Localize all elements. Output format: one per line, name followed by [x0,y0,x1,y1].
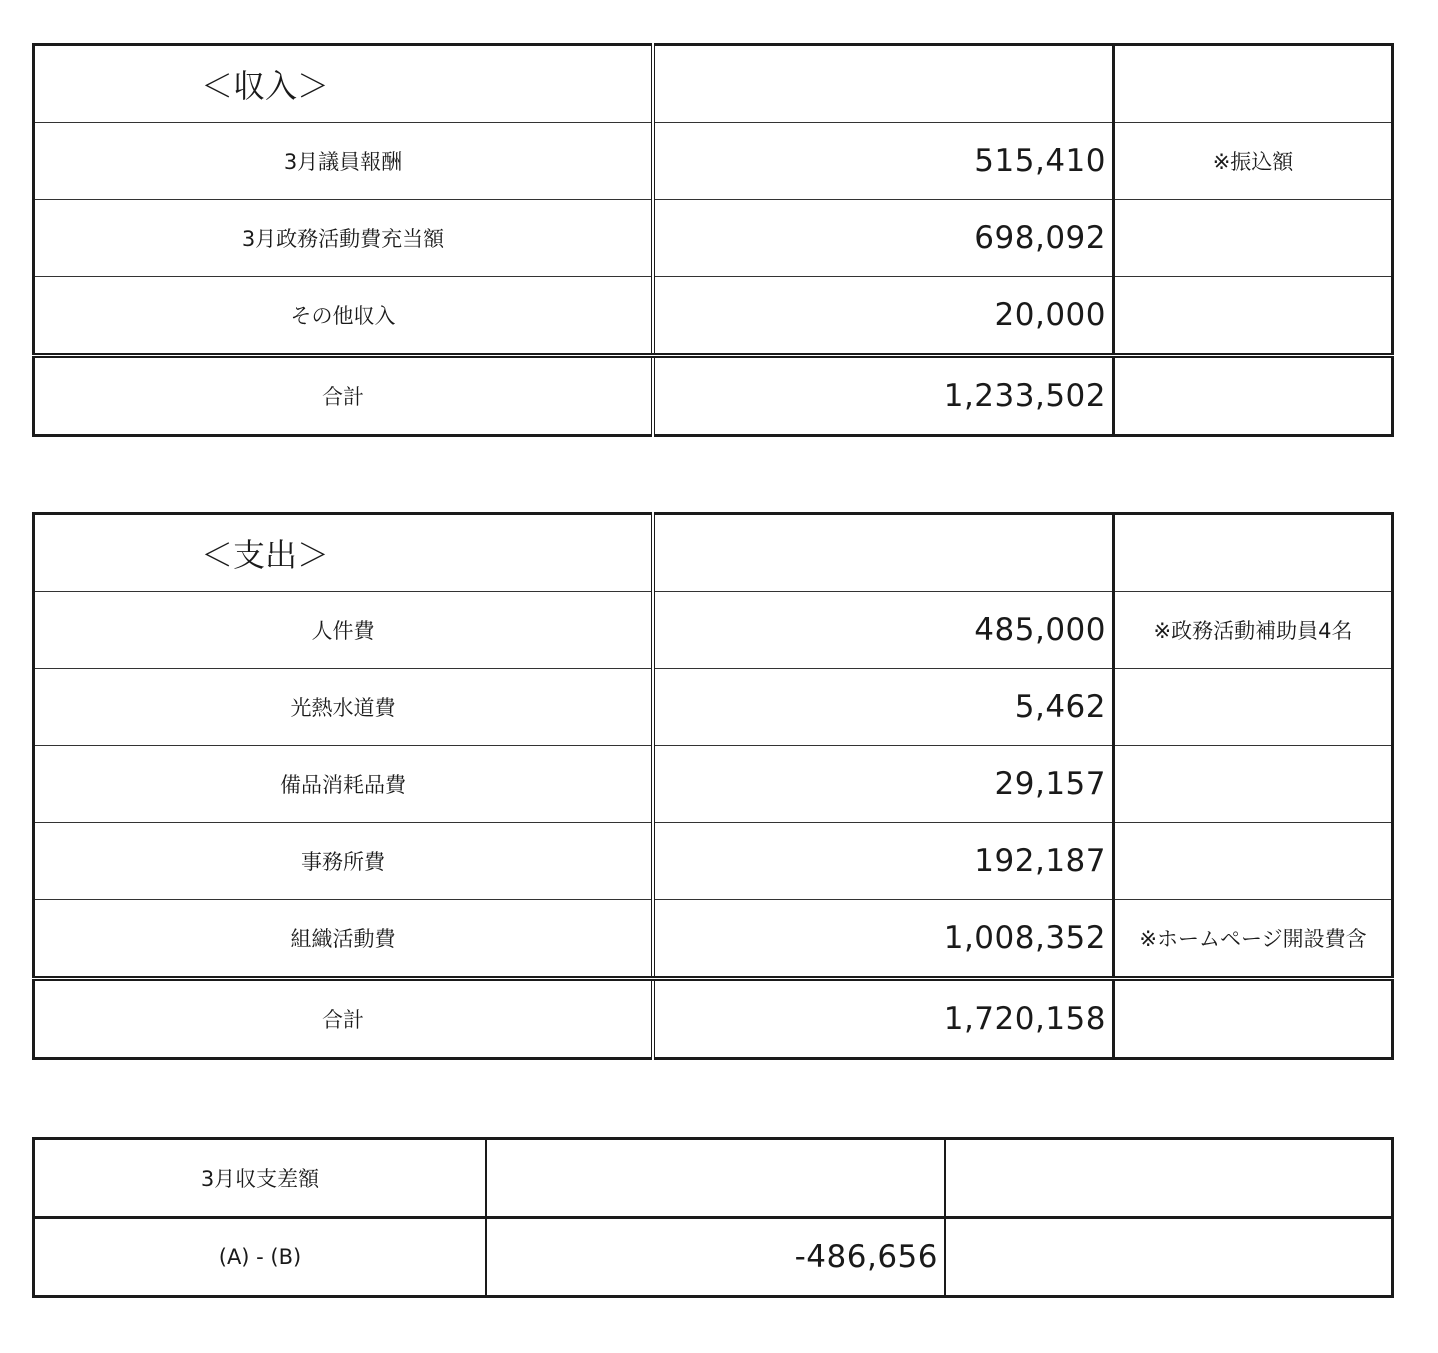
income-label: 3月政務活動費充当額 [34,200,654,277]
expense-note [1114,823,1393,900]
expense-note: ※ホームページ開設費含 [1114,900,1393,979]
balance-amount: -486,656 [486,1218,945,1297]
balance-table [32,1137,1394,1298]
expense-heading: ＜支出＞ [34,514,654,592]
expense-total-row [34,979,1393,1059]
balance-value-row [34,1218,1393,1297]
balance-note [945,1218,1393,1297]
income-header-note [1114,45,1393,123]
income-amount: 698,092 [653,200,1114,277]
expense-label: 光熱水道費 [34,669,654,746]
income-total-row [34,356,1393,436]
expense-amount: 1,008,352 [653,900,1114,979]
balance-formula: (A) - (B) [34,1218,487,1297]
income-table [32,43,1394,437]
income-total-amount: 1,233,502 [653,356,1114,436]
balance-label-row [34,1139,1393,1218]
expense-label: 組織活動費 [34,900,654,979]
expense-note [1114,746,1393,823]
expense-total-note [1114,979,1393,1059]
expense-row [34,823,1393,900]
income-row [34,277,1393,356]
expense-note [1114,669,1393,746]
income-label: その他収入 [34,277,654,356]
expense-amount: 192,187 [653,823,1114,900]
expense-label: 事務所費 [34,823,654,900]
expense-label: 人件費 [34,592,654,669]
expense-header-amount [653,514,1114,592]
income-note [1114,200,1393,277]
expense-row [34,746,1393,823]
expense-amount: 485,000 [653,592,1114,669]
expense-total-label: 合計 [34,979,654,1059]
income-total-note [1114,356,1393,436]
income-row [34,200,1393,277]
expense-note: ※政務活動補助員4名 [1114,592,1393,669]
expense-header-row [34,514,1393,592]
income-header-amount [653,45,1114,123]
balance-label: 3月収支差額 [34,1139,487,1218]
income-total-label: 合計 [34,356,654,436]
income-header-row [34,45,1393,123]
income-heading: ＜収入＞ [34,45,654,123]
income-note [1114,277,1393,356]
income-note: ※振込額 [1114,123,1393,200]
income-amount: 20,000 [653,277,1114,356]
expense-amount: 5,462 [653,669,1114,746]
expense-row [34,669,1393,746]
balance-empty-amount [486,1139,945,1218]
expense-label: 備品消耗品費 [34,746,654,823]
expense-row [34,900,1393,979]
expense-total-amount: 1,720,158 [653,979,1114,1059]
expense-amount: 29,157 [653,746,1114,823]
income-row [34,123,1393,200]
expense-header-note [1114,514,1393,592]
expense-row [34,592,1393,669]
income-label: 3月議員報酬 [34,123,654,200]
expense-table [32,512,1394,1060]
balance-empty-note [945,1139,1393,1218]
income-amount: 515,410 [653,123,1114,200]
